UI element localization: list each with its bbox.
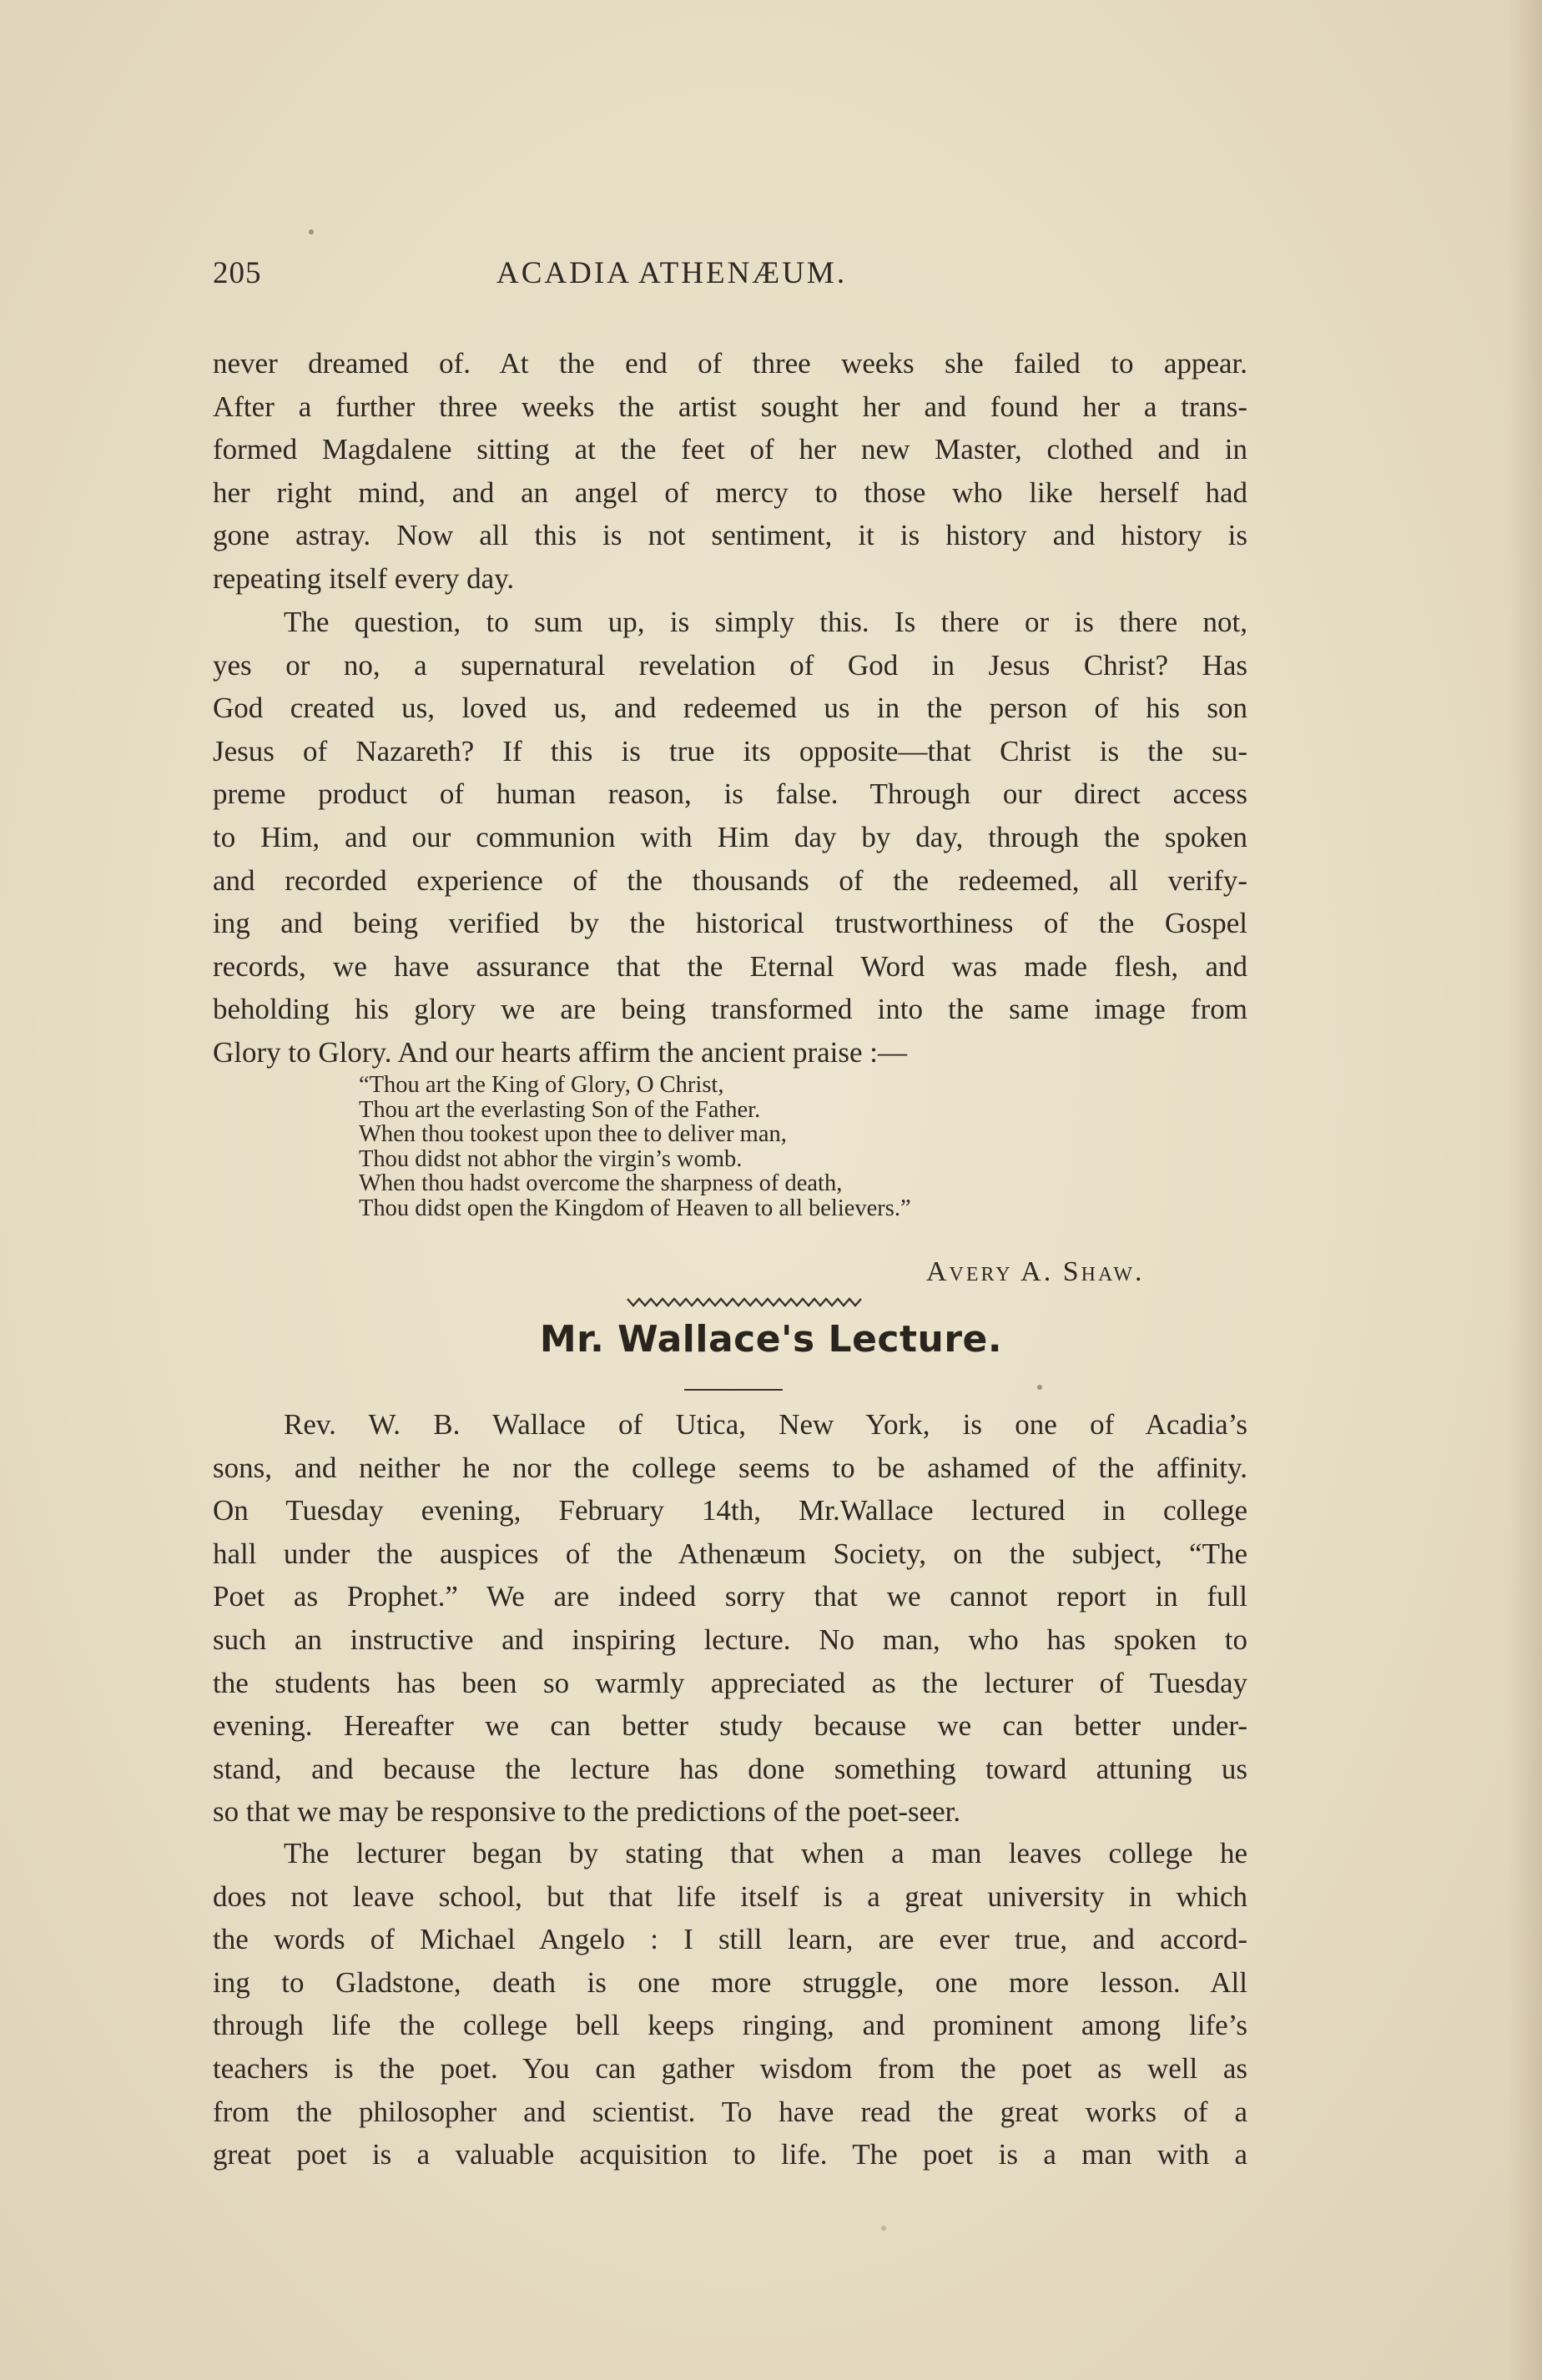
poem-line: Thou didst open the Kingdom of Heaven to all believers.” xyxy=(359,1195,911,1221)
text-line: such an instructive and inspiring lecture. No man, who has spoken to xyxy=(213,1623,1247,1656)
article2-paragraph2 xyxy=(213,1832,1247,2176)
text-line: teachers is the poet. You can gather wisdom from the poet as well as xyxy=(213,2051,1247,2085)
text-line: Rev. W. B. Wallace of Utica, New York, is one of Acadia’s xyxy=(284,1408,1247,1441)
text-line: Glory to Glory. And our hearts affirm the ancient praise :— xyxy=(213,1035,908,1069)
text-line: hall under the auspices of the Athenæum Society, on the subject, “The xyxy=(213,1537,1247,1570)
paper-speck xyxy=(881,2226,886,2231)
text-line: so that we may be responsive to the predictions of the poet-seer. xyxy=(213,1795,961,1829)
text-line: After a further three weeks the artist sought her and found her a trans- xyxy=(213,390,1247,423)
text-line: to Him, and our communion with Him day by day, through the spoken xyxy=(213,820,1247,853)
text-line: God created us, loved us, and redeemed us in the person of his son xyxy=(213,692,1247,725)
page-number: 205 xyxy=(213,256,262,290)
text-line: the students has been so warmly appreciated as the lecturer of Tuesday xyxy=(213,1666,1247,1699)
text-line: evening. Hereafter we can better study because we can better under- xyxy=(213,1709,1247,1743)
poem-line: When thou hadst overcome the sharpness of death, xyxy=(359,1170,843,1197)
author-signature: Avery A. Shaw. xyxy=(926,1256,1145,1287)
section-divider-ornament xyxy=(626,1296,864,1308)
poem-line: When thou tookest upon thee to deliver man, xyxy=(359,1121,787,1148)
text-line: and recorded experience of the thousands of the redeemed, all verify- xyxy=(213,863,1247,897)
poem-line: Thou art the everlasting Son of the Father. xyxy=(359,1096,761,1123)
text-line: from the philosopher and scientist. To have read the great works of a xyxy=(213,2095,1247,2128)
text-line: sons, and neither he nor the college seems to be ashamed of the affinity. xyxy=(213,1451,1247,1484)
article2-paragraph1 xyxy=(213,1403,1247,1834)
text-line: through life the college bell keeps ringing, and prominent among life’s xyxy=(213,2009,1247,2042)
poem-line: “Thou art the King of Glory, O Christ, xyxy=(359,1072,724,1098)
text-line: records, we have assurance that the Eternal Word was made flesh, and xyxy=(213,949,1247,983)
text-line: The question, to sum up, is simply this. Is there or is there not, xyxy=(284,606,1247,638)
text-line: ing and being verified by the historical trustworthiness of the Gospel xyxy=(213,907,1247,940)
text-line: stand, and because the lecture has done something toward attuning us xyxy=(213,1752,1247,1785)
text-line: great poet is a valuable acquisition to life. The poet is a man with a xyxy=(213,2138,1247,2171)
heading-rule xyxy=(684,1389,783,1391)
paper-speck xyxy=(309,229,314,234)
paper-speck xyxy=(1037,1385,1042,1390)
running-head xyxy=(213,255,1264,297)
text-line: gone astray. Now all this is not sentiment, it is history and history is xyxy=(213,519,1247,552)
article-heading: Mr. Wallace's Lecture. xyxy=(539,1318,1003,1361)
article1-paragraph2 xyxy=(213,601,1247,1074)
journal-title: ACADIA ATHENÆUM. xyxy=(496,256,848,290)
text-line: does not leave school, but that life itself is a great university in which xyxy=(213,1879,1247,1913)
text-line: formed Magdalene sitting at the feet of her new Master, clothed and in xyxy=(213,433,1247,466)
text-line: Poet as Prophet.” We are indeed sorry that we cannot report in full xyxy=(213,1580,1247,1613)
text-line: ing to Gladstone, death is one more struggle, one more lesson. All xyxy=(213,1965,1247,1999)
text-line: beholding his glory we are being transformed into the same image from xyxy=(213,993,1247,1026)
text-line: her right mind, and an angel of mercy to those who like herself had xyxy=(213,475,1247,509)
text-line: yes or no, a supernatural revelation of God in Jesus Christ? Has xyxy=(213,648,1247,682)
text-line: the words of Michael Angelo : I still learn, are ever true, and accord- xyxy=(213,1923,1247,1956)
text-line: repeating itself every day. xyxy=(213,561,515,595)
page-edge-shadow xyxy=(1509,0,1542,2380)
text-line: The lecturer began by stating that when a man leaves college he xyxy=(284,1837,1247,1869)
quoted-hymn xyxy=(359,1073,1193,1221)
poem-line: Thou didst not abhor the virgin’s womb. xyxy=(359,1145,743,1172)
text-line: never dreamed of. At the end of three weeks she failed to appear. xyxy=(213,347,1247,380)
text-line: On Tuesday evening, February 14th, Mr.Wallace lectured in college xyxy=(213,1494,1247,1527)
text-line: Jesus of Nazareth? If this is true its opposite—that Christ is the su- xyxy=(213,734,1247,767)
article1-paragraph1 xyxy=(213,342,1247,601)
text-line: preme product of human reason, is false. Through our direct access xyxy=(213,777,1247,811)
